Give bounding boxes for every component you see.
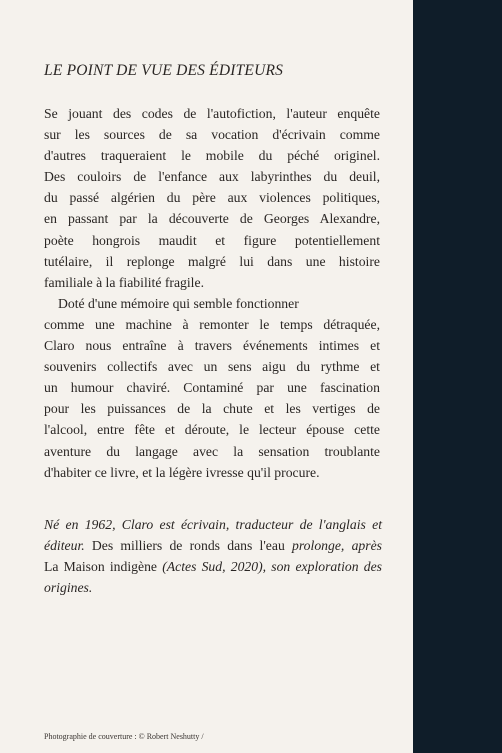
book-title: La Maison indigène xyxy=(44,559,158,575)
text-line: poète hongrois maudit et figure potentiellement xyxy=(44,232,380,248)
text-line: Des couloirs de l'enfance aux labyrinthes du deuil, xyxy=(44,169,380,185)
text-line: sur les sources de sa vocation d'écrivain comme xyxy=(44,127,380,143)
bio-line: Né en 1962, Claro est écrivain, traducteur de l'anglais et xyxy=(44,517,382,532)
author-bio xyxy=(44,514,382,598)
text-line: un humour chaviré. Contaminé par une fascination xyxy=(44,380,380,396)
blurb-text xyxy=(44,103,380,483)
text-line: d'autres traqueraient le mobile du péché originel. xyxy=(44,148,380,164)
text-line: pour les puissances de la chute et les vertiges de xyxy=(44,401,380,417)
text-line: en passant par la découverte de Georges Alexandre, xyxy=(44,211,380,227)
text-line: Claro nous entraîne à travers événements intimes et xyxy=(44,338,380,354)
text-line: du passé algérien du père aux violences politiques, xyxy=(44,190,380,206)
dark-spine-band xyxy=(413,0,502,753)
text-line: aventure du langage avec la sensation troublante xyxy=(44,443,380,459)
bio-line xyxy=(44,535,382,556)
paragraph-1 xyxy=(44,103,380,293)
text-line: Se jouant des codes de l'autofiction, l'auteur enquête xyxy=(44,106,380,121)
bio-fragment: éditeur. xyxy=(44,538,85,554)
paragraph-2 xyxy=(44,293,380,483)
text-line: tutélaire, il replonge malgré lui dans une histoire xyxy=(44,253,380,269)
bio-fragment: prolonge, après xyxy=(292,538,382,554)
text-line: familiale à la fiabilité fragile. xyxy=(44,274,204,290)
text-line: Doté d'une mémoire qui semble fonctionner xyxy=(58,295,299,311)
text-line: d'habiter ce livre, et la légère ivresse qu'il procure. xyxy=(44,464,320,480)
text-line: l'alcool, entre fête et déroute, le lecteur épouse cette xyxy=(44,422,380,438)
text-line: souvenirs collectifs avec un sens aigu du rythme et xyxy=(44,359,380,375)
section-heading: LE POINT DE VUE DES ÉDITEURS xyxy=(44,62,284,79)
bio-line xyxy=(44,556,382,577)
photo-credit: Photographie de couverture : © Robert Neshutty / xyxy=(44,732,204,741)
book-title: Des milliers de ronds dans l'eau xyxy=(84,538,293,554)
bio-fragment: (Actes Sud, 2020), son exploration des xyxy=(157,559,382,575)
text-line: comme une machine à remonter le temps détraquée, xyxy=(44,316,380,332)
bio-line: origines. xyxy=(44,580,93,596)
